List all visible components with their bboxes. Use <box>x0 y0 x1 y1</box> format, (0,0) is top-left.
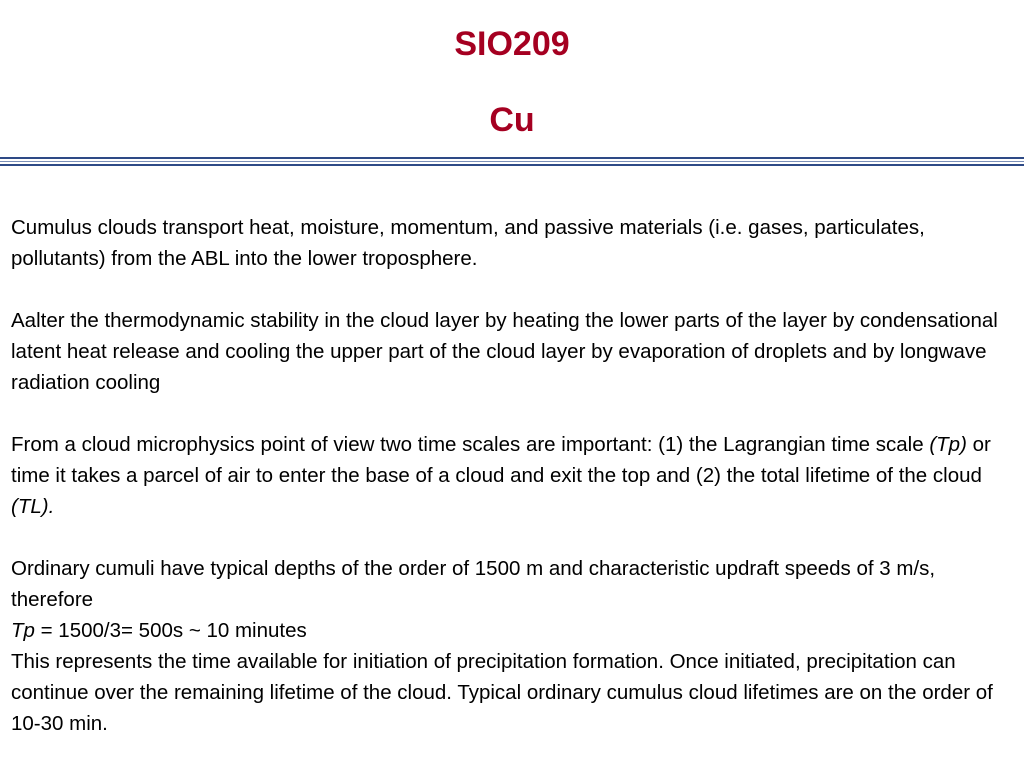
slide-title: SIO209 <box>454 25 570 63</box>
header-divider-top <box>0 157 1024 159</box>
paragraph-spacer <box>11 274 1011 305</box>
tl-symbol: (TL). <box>11 495 55 518</box>
paragraph-stability: Aalter the thermodynamic stability in the cloud layer by heating the lower parts of the layer by condensational latent heat release and cooling the upper part of the cloud layer by evaporation of droplets and by longwave radiation cooling <box>11 309 998 394</box>
tp-symbol: (Tp) <box>929 433 967 456</box>
paragraph-spacer <box>11 398 1011 429</box>
time-scales-text-middle: or time it takes a parcel of air to enter the base of a cloud and exit the top and (2) the total lifetime of the cloud <box>11 433 991 487</box>
header-divider-bottom <box>0 164 1024 166</box>
equation-tp-value: = 1500/3= 500s ~ 10 minutes <box>34 619 307 642</box>
paragraph-transport: Cumulus clouds transport heat, moisture, momentum, and passive materials (i.e. gases, particulates, pollutants) from the ABL into the lower troposphere. <box>11 216 925 270</box>
paragraph-precipitation: This represents the time available for initiation of precipitation formation. Once initiated, precipitation can continue over the remaining lifetime of the cloud. Typical ordinary cumulus cloud lifetimes are on the order of 10-30 min. <box>11 650 993 735</box>
tp-variable: Tp <box>11 619 35 642</box>
paragraph-ordinary-cumuli: Ordinary cumuli have typical depths of the order of 1500 m and characteristic updraft speeds of 3 m/s, therefore <box>11 557 936 611</box>
header-divider-middle <box>0 161 1024 162</box>
paragraph-time-scales <box>11 429 1011 522</box>
paragraph-spacer <box>11 522 1011 553</box>
equation-tp <box>11 615 1011 646</box>
slide-body <box>11 212 1011 739</box>
time-scales-text-start: From a cloud microphysics point of view two time scales are important: (1) the Lagrangian time scale <box>11 433 930 456</box>
slide-subtitle: Cu <box>489 101 535 139</box>
